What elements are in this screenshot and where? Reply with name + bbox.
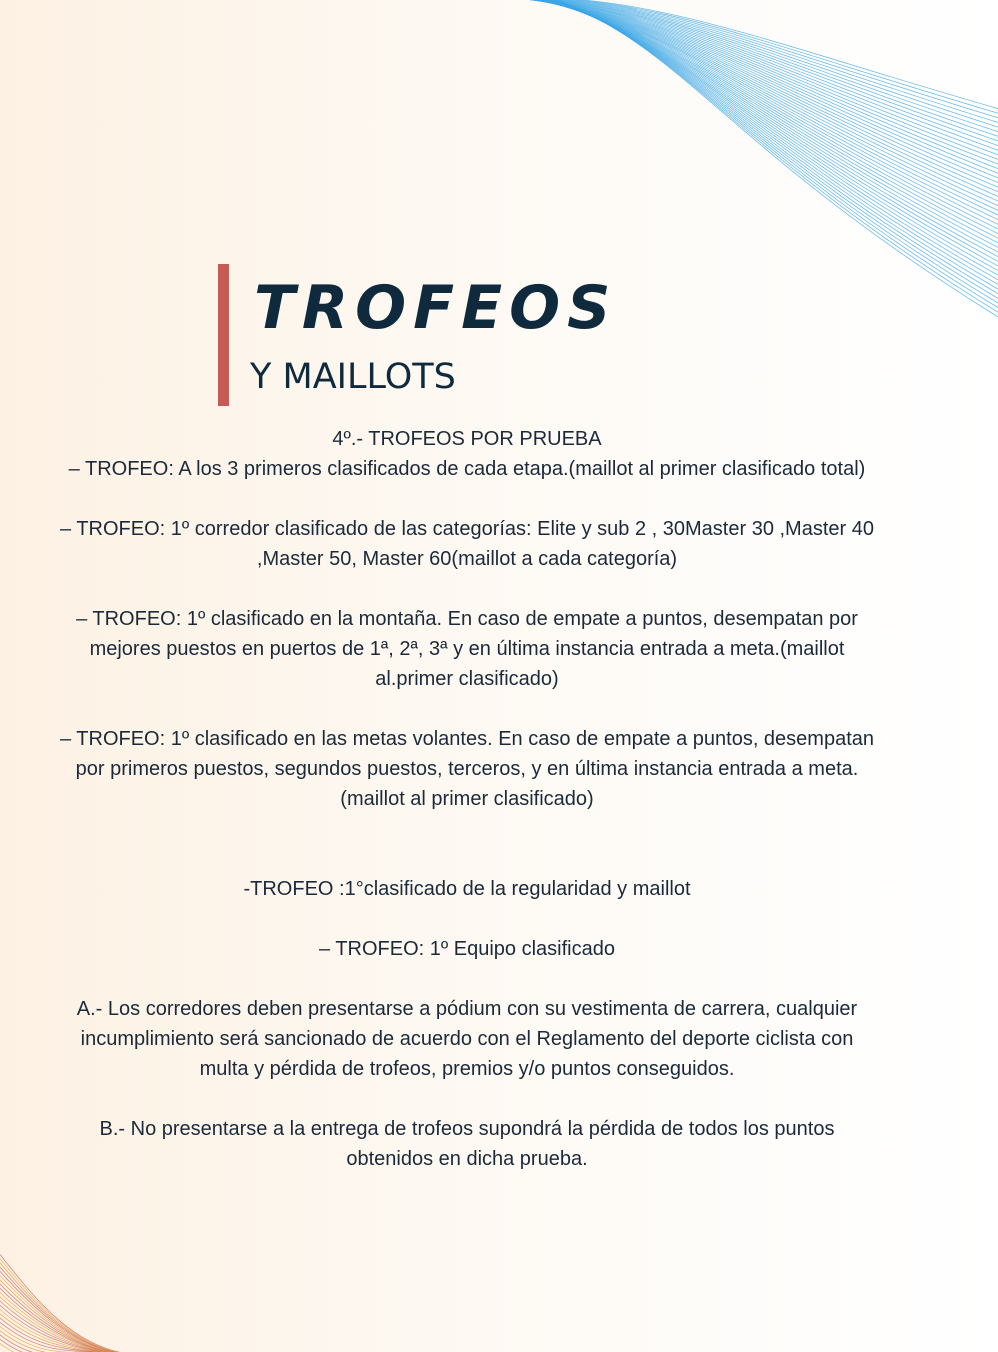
decorative-waves-bottom [0,1252,140,1352]
note-b-line1: B.- No presentarse a la entrega de trofeos supondrá la pérdida de todos los puntos [99,1118,835,1140]
section-heading: 4º.- TROFEOS POR PRUEBA [332,428,602,450]
wave-line [532,0,998,245]
page-title: TROFEOS [254,273,618,343]
trophy-item-category-line1: – TROFEO: 1º corredor clasificado de las categorías: Elite y sub 2 , 30Master 30 ,Master 40 [60,518,874,540]
note-a-line1: A.- Los corredores deben presentarse a pódium con su vestimenta de carrera, cualquier [76,998,858,1020]
wave-line [516,0,998,189]
note-a-line2: incumplimiento será sancionado de acuerdo con el Reglamento del deporte ciclista con [80,1028,854,1050]
page-subtitle: Y MAILLOTS [250,357,456,397]
wave-line [0,1282,117,1352]
trophy-item-mountain-line1: – TROFEO: 1º clasificado en la montaña. En caso de empate a puntos, desempatan por [76,608,858,630]
wave-line [508,0,998,161]
wave-line [536,0,998,259]
wave-line [498,0,998,129]
title-accent-bar [218,264,229,406]
title-block [218,264,638,406]
wave-line [509,0,998,166]
rules-text [0,424,934,1174]
wave-line [541,0,998,278]
wave-line [498,0,998,115]
trophy-item-team: – TROFEO: 1º Equipo clasificado [319,938,615,960]
trophy-item-stage: – TROFEO: A los 3 primeros clasificados de cada etapa.(maillot al primer clasificado total) [68,458,866,480]
wave-line [546,0,998,297]
note-a-line3: multa y pérdida de trofeos, premios y/o puntos conseguidos. [199,1058,735,1080]
trophy-item-sprints-line2: por primeros puestos, segundos puestos, terceros, y en última instancia entrada a meta. [75,758,859,780]
wave-line [0,1261,126,1352]
wave-line [548,0,998,301]
trophy-item-regularity: -TROFEO :1°clasificado de la regularidad y maillot [243,878,691,900]
trophy-item-mountain-line2: mejores puestos en puertos de 1ª, 2ª, 3ª y en última instancia entrada a meta.(maillot [89,638,845,660]
wave-line [517,0,998,194]
trophy-item-mountain-line3: al.primer clasificado) [375,668,559,690]
trophy-item-category-line2: ,Master 50, Master 60(maillot a cada categoría) [256,548,678,570]
trophy-item-sprints-line3: (maillot al primer clasificado) [340,788,594,810]
note-b-line2: obtenidos en dicha prueba. [346,1148,588,1170]
wave-line [526,0,998,227]
wave-line [498,0,998,110]
wave-line [538,0,998,269]
trophy-item-sprints-line1: – TROFEO: 1º clasificado en las metas volantes. En caso de empate a puntos, desempatan [59,728,875,750]
wave-line [510,0,998,171]
